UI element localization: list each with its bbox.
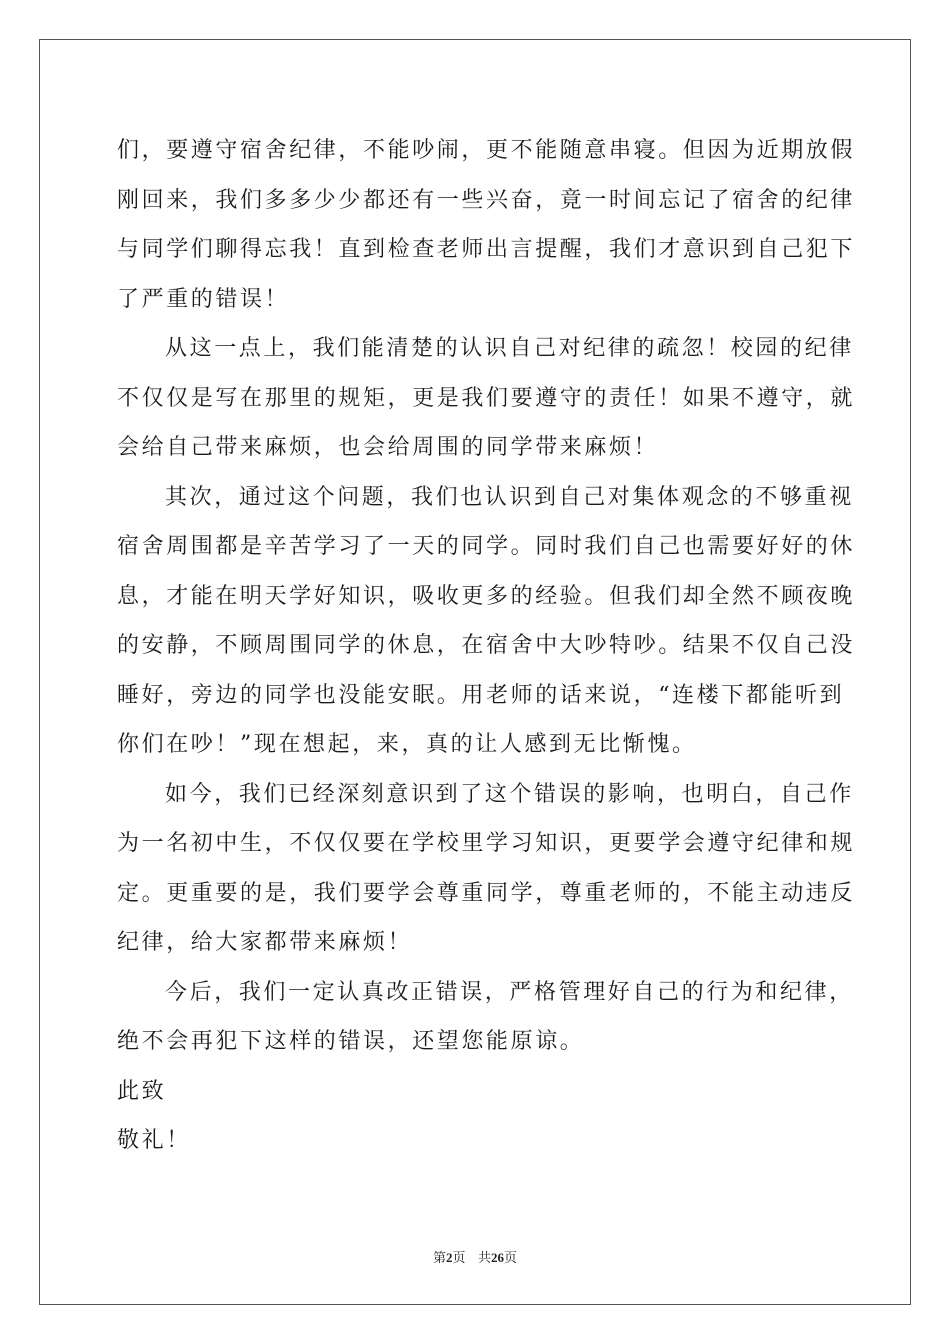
body-line: 会给自己带来麻烦，也会给周围的同学带来麻烦！ (117, 435, 659, 460)
body-line: 你们在吵！”现在想起，来，真的让人感到无比惭愧。 (117, 732, 697, 757)
body-line: 与同学们聊得忘我！直到检查老师出言提醒，我们才意识到自己犯下 (117, 237, 856, 262)
current-page-number: 2 (446, 1250, 453, 1265)
body-line: 睡好，旁边的同学也没能安眠。用老师的话来说，“连楼下都能听到 (117, 682, 845, 708)
total-unit: 页 (503, 1251, 517, 1266)
body-line: 不仅仅是写在那里的规矩，更是我们要遵守的责任！如果不遵守，就 (117, 385, 856, 411)
body-line: 绝不会再犯下这样的错误，还望您能原谅。 (117, 1029, 585, 1054)
body-line: 定。更重要的是，我们要学会尊重同学，尊重老师的，不能主动违反 (117, 880, 856, 906)
page-unit: 页 (452, 1251, 466, 1266)
body-line: 们，要遵守宿舍纪律，不能吵闹，更不能随意串寝。但因为近期放假 (117, 138, 856, 163)
total-prefix: 共 (477, 1251, 491, 1266)
body-line: 了严重的错误！ (117, 286, 290, 312)
page-number-footer (0, 1247, 950, 1266)
total-page-count: 26 (490, 1250, 504, 1265)
salutation-line: 敬礼！ (117, 1128, 191, 1153)
body-line: 息，才能在明天学好知识，吸收更多的经验。但我们却全然不顾夜晚 (117, 583, 856, 609)
body-line: 纪律，给大家都带来麻烦！ (117, 930, 413, 955)
body-line: 为一名初中生，不仅仅要在学校里学习知识，更要学会遵守纪律和规 (117, 831, 856, 856)
body-line: 刚回来，我们多多少少都还有一些兴奋，竟一时间忘记了宿舍的纪律 (117, 187, 856, 213)
paragraph-start-line: 如今，我们已经深刻意识到了这个错误的影响，也明白，自己作 (165, 781, 854, 807)
letter-body (117, 126, 856, 1166)
paragraph-start-line: 今后，我们一定认真改正错误，严格管理好自己的行为和纪律， (165, 979, 854, 1005)
body-line: 宿舍周围都是辛苦学习了一天的同学。同时我们自己也需要好好的休 (117, 534, 856, 559)
closing-line: 此致 (117, 1078, 167, 1104)
paragraph-start-line: 从这一点上，我们能清楚的认识自己对纪律的疏忽！校园的纪律 (165, 336, 854, 361)
paragraph-start-line: 其次，通过这个问题，我们也认识到自己对集体观念的不够重视 (165, 484, 854, 510)
body-line: 的安静，不顾周围同学的休息，在宿舍中大吵特吵。结果不仅自己没 (117, 633, 856, 658)
page-prefix: 第 (433, 1251, 447, 1266)
